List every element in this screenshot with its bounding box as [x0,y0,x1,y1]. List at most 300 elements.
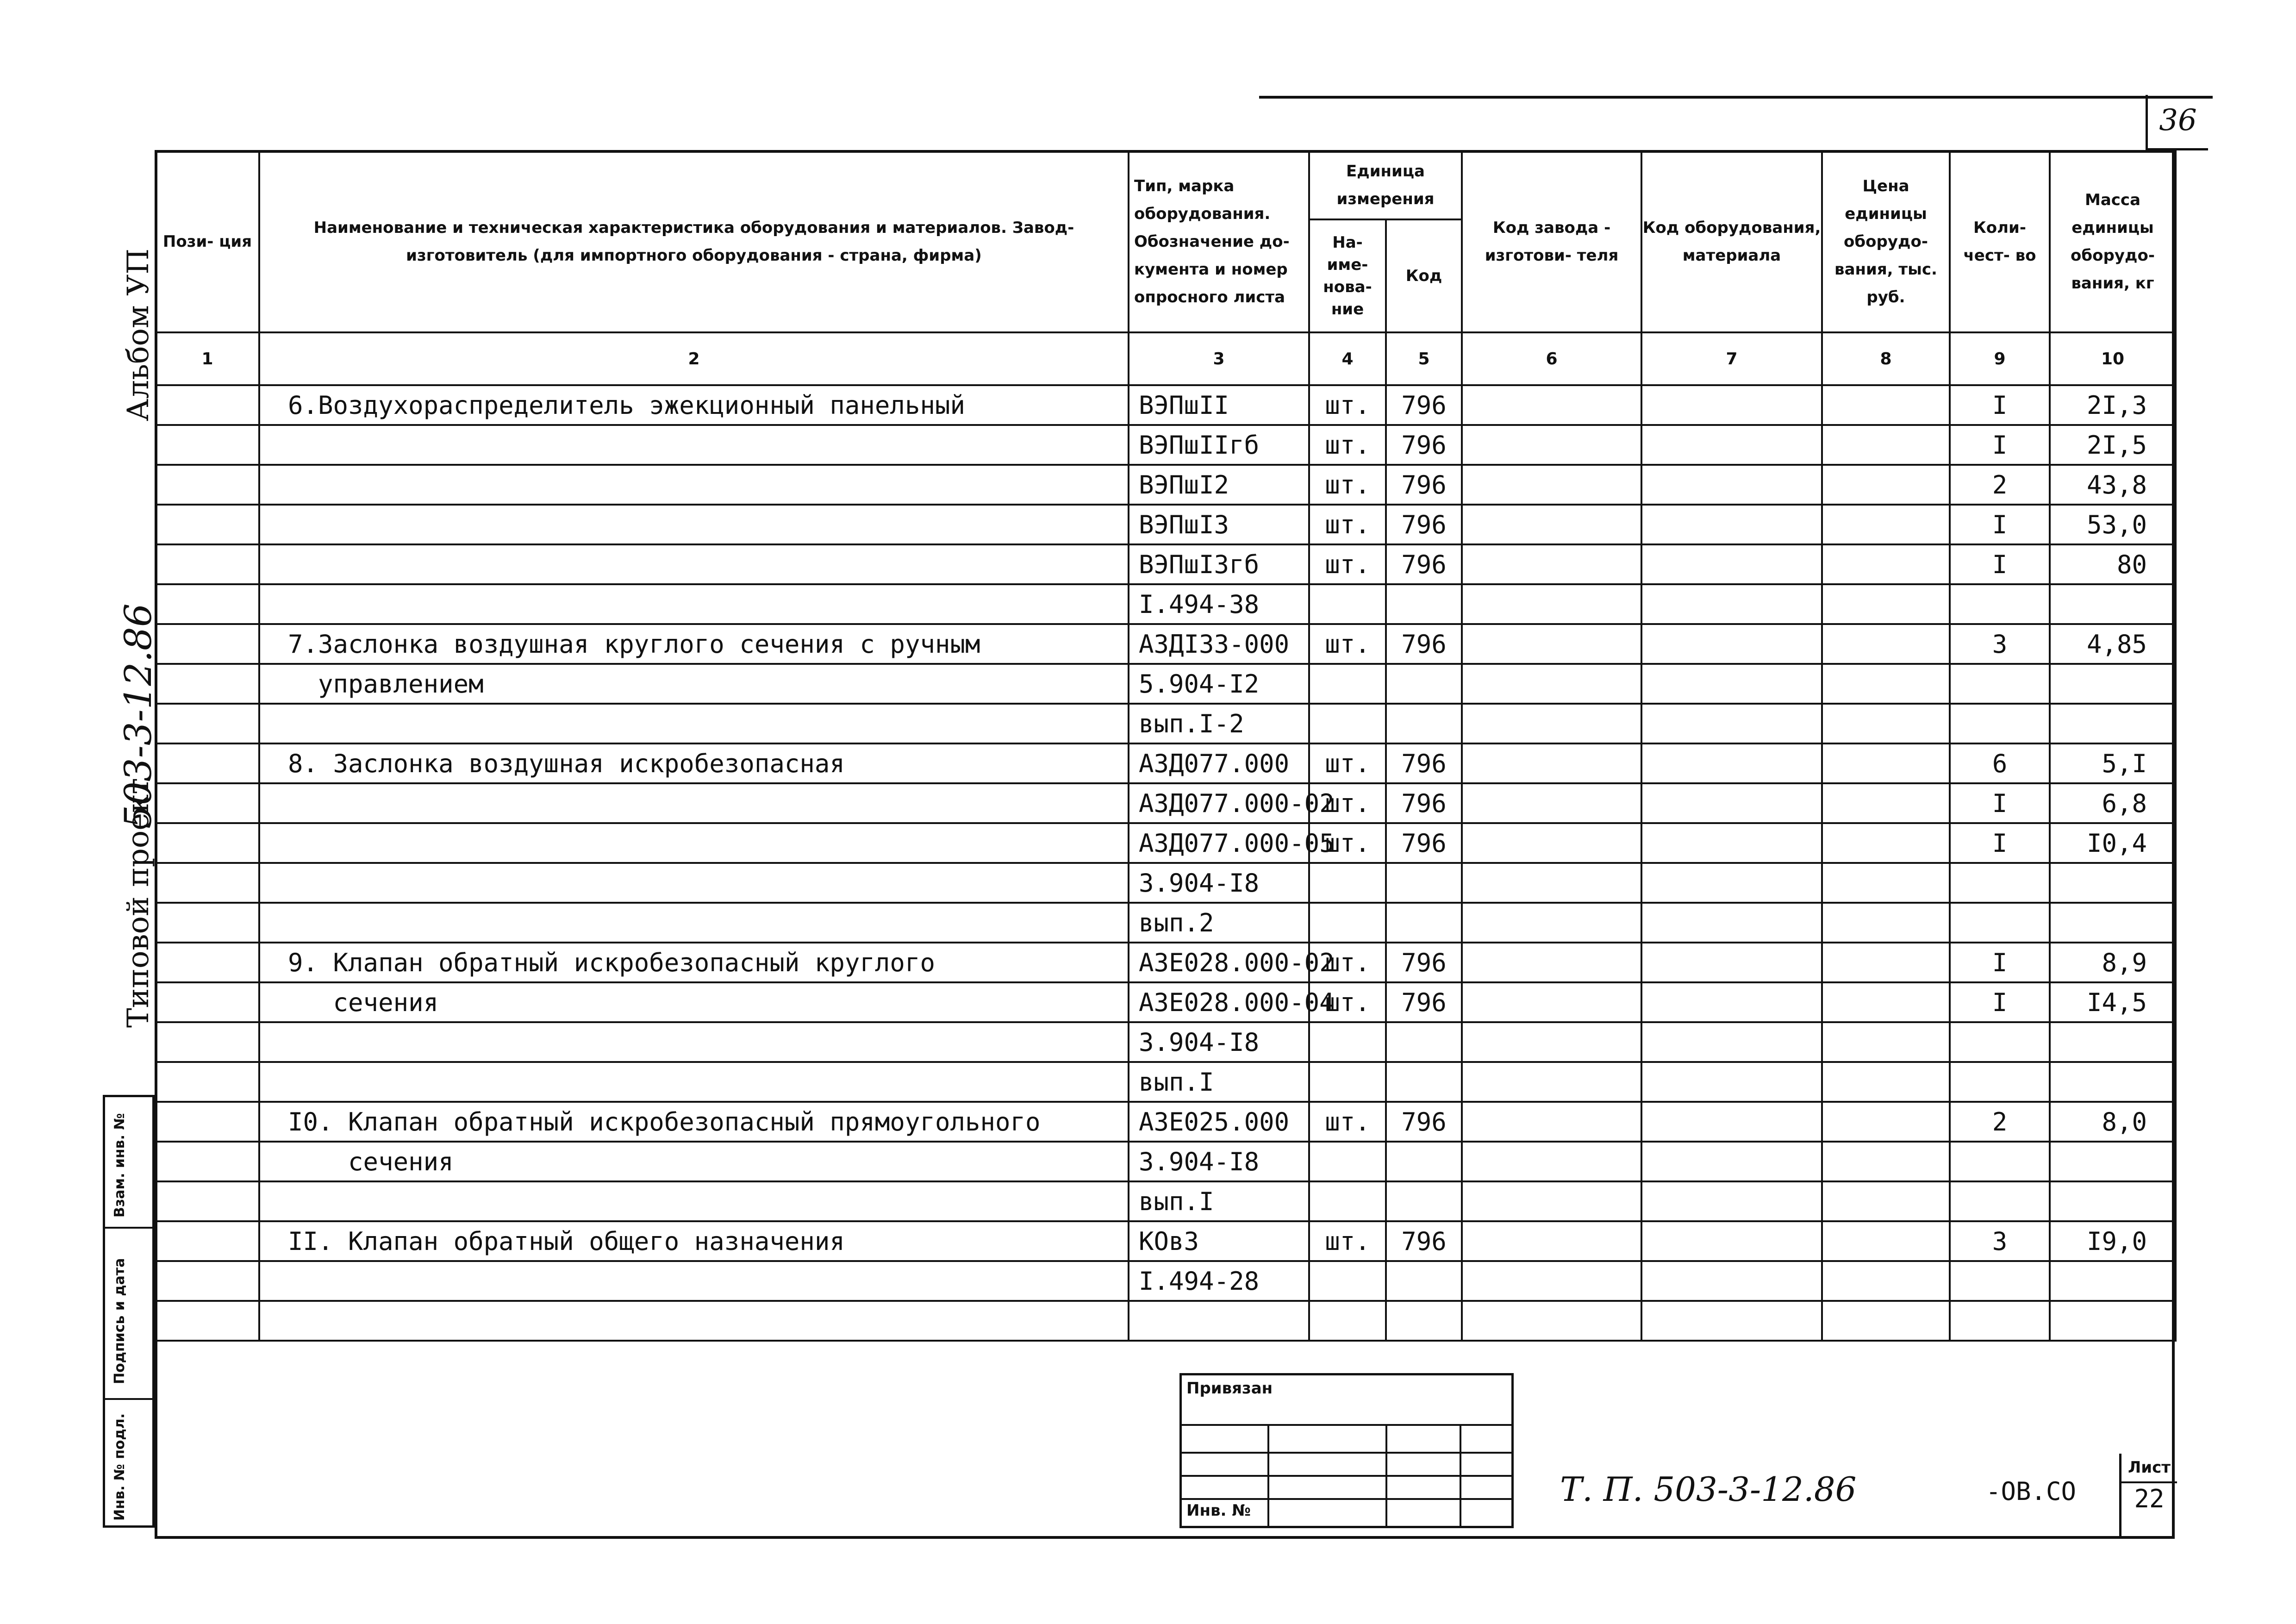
pos-cell [156,704,259,743]
pos-cell [156,1062,259,1102]
header-unit-name: На- име- нова- ние [1309,219,1386,332]
unit-code-cell: 796 [1386,465,1462,505]
type-cell: ВЭПшI3гб [1129,544,1309,584]
equip-code-cell [1641,624,1822,664]
mass-cell [2050,584,2176,624]
header-price: Цена единицы оборудо- вания, тыс. руб. [1822,151,1950,332]
name-cell: I0. Клапан обратный искробезопасный прямоугольного [259,1102,1129,1142]
unit-cell: шт. [1309,465,1386,505]
qty-cell [1950,863,2050,903]
table-row [156,1062,2176,1102]
mass-cell: 5,I [2050,743,2176,783]
header-type: Тип, марка оборудования. Обозначение до- кумента и номер опросного листа [1129,151,1309,332]
price-cell [1822,584,1950,624]
mass-cell: 2I,5 [2050,425,2176,465]
factory-code-cell [1462,743,1641,783]
qty-cell: I [1950,544,2050,584]
mass-cell: 8,9 [2050,943,2176,982]
price-cell [1822,863,1950,903]
type-cell: ВЭПшII [1129,385,1309,425]
price-cell [1822,664,1950,704]
document-code: Т. П. 503-3-12.86 [1560,1470,1857,1509]
unit-code-cell: 796 [1386,982,1462,1022]
table-row [156,465,2176,505]
table-row [156,544,2176,584]
unit-code-cell [1386,863,1462,903]
factory-code-cell [1462,704,1641,743]
type-cell: I.494-28 [1129,1261,1309,1301]
type-cell: 5.904-I2 [1129,664,1309,704]
strip-label-inv-podl: Инв. № подл. [112,1413,128,1521]
strip-label-sign-date: Подпись и дата [112,1258,128,1384]
type-cell: АЗД077.000 [1129,743,1309,783]
factory-code-cell [1462,1301,1641,1341]
unit-cell: шт. [1309,1221,1386,1261]
pos-cell [156,544,259,584]
mass-cell [2050,1142,2176,1181]
unit-code-cell: 796 [1386,743,1462,783]
name-cell [259,704,1129,743]
table-row [156,863,2176,903]
album-label: Альбом УП [121,248,156,421]
type-cell: АЗЕ028.000-02 [1129,943,1309,982]
col-number: 10 [2050,332,2176,385]
factory-code-cell [1462,465,1641,505]
price-cell [1822,544,1950,584]
type-cell: АЗД077.000-05 [1129,823,1309,863]
mass-cell [2050,1181,2176,1221]
price-cell [1822,1062,1950,1102]
equip-code-cell [1641,704,1822,743]
equip-code-cell [1641,385,1822,425]
mass-cell: I9,0 [2050,1221,2176,1261]
factory-code-cell [1462,624,1641,664]
pos-cell [156,783,259,823]
sheet-label: Лист [2121,1454,2177,1483]
name-cell: управлением [259,664,1129,704]
name-cell [259,465,1129,505]
table-row [156,425,2176,465]
mass-cell: I0,4 [2050,823,2176,863]
factory-code-cell [1462,863,1641,903]
pos-cell [156,1022,259,1062]
binding-stamp [1179,1373,1514,1528]
name-cell [259,1181,1129,1221]
header-qty: Коли- чест- во [1950,151,2050,332]
equip-code-cell [1641,1221,1822,1261]
qty-cell: I [1950,385,2050,425]
qty-cell [1950,1181,2050,1221]
pos-cell [156,425,259,465]
col-number: 6 [1462,332,1641,385]
name-cell [259,823,1129,863]
unit-cell: шт. [1309,943,1386,982]
price-cell [1822,505,1950,544]
col-number: 9 [1950,332,2050,385]
pos-cell [156,743,259,783]
qty-cell [1950,1301,2050,1341]
unit-cell [1309,704,1386,743]
table-row [156,505,2176,544]
pos-cell [156,385,259,425]
specification-table [155,150,2177,1342]
price-cell [1822,903,1950,943]
factory-code-cell [1462,1181,1641,1221]
table-row [156,903,2176,943]
type-cell: вып.I-2 [1129,704,1309,743]
mass-cell: 6,8 [2050,783,2176,823]
type-cell: КОвЗ [1129,1221,1309,1261]
name-cell [259,425,1129,465]
type-cell: вып.I [1129,1062,1309,1102]
factory-code-cell [1462,982,1641,1022]
equip-code-cell [1641,903,1822,943]
qty-cell: I [1950,425,2050,465]
type-cell: АЗДI33-000 [1129,624,1309,664]
factory-code-cell [1462,1142,1641,1181]
equip-code-cell [1641,425,1822,465]
equip-code-cell [1641,544,1822,584]
pos-cell [156,465,259,505]
mass-cell [2050,1062,2176,1102]
factory-code-cell [1462,943,1641,982]
price-cell [1822,982,1950,1022]
qty-cell [1950,1142,2050,1181]
table-row [156,1301,2176,1341]
equip-code-cell [1641,743,1822,783]
col-number: 8 [1822,332,1950,385]
type-cell: ВЭПшIIгб [1129,425,1309,465]
factory-code-cell [1462,1062,1641,1102]
price-cell [1822,1301,1950,1341]
pos-cell [156,1102,259,1142]
unit-cell [1309,1261,1386,1301]
header-unit-code: Код [1386,219,1462,332]
unit-code-cell: 796 [1386,505,1462,544]
unit-code-cell: 796 [1386,544,1462,584]
name-cell [259,783,1129,823]
type-cell: 3.904-I8 [1129,1022,1309,1062]
unit-cell [1309,1301,1386,1341]
unit-cell [1309,584,1386,624]
unit-code-cell: 796 [1386,783,1462,823]
qty-cell: I [1950,943,2050,982]
header-equip-code: Код оборудования, материала [1641,151,1822,332]
unit-cell: шт. [1309,783,1386,823]
equip-code-cell [1641,982,1822,1022]
price-cell [1822,385,1950,425]
mass-cell [2050,863,2176,903]
qty-cell: I [1950,505,2050,544]
project-label: Типовой проект [121,778,156,1028]
table-row [156,1181,2176,1221]
pos-cell [156,584,259,624]
price-cell [1822,743,1950,783]
name-cell [259,1261,1129,1301]
qty-cell: 2 [1950,1102,2050,1142]
col-number: 3 [1129,332,1309,385]
name-cell: 9. Клапан обратный искробезопасный круглого [259,943,1129,982]
name-cell [259,1022,1129,1062]
mass-cell [2050,1022,2176,1062]
mass-cell [2050,1301,2176,1341]
equip-code-cell [1641,863,1822,903]
unit-cell [1309,664,1386,704]
equip-code-cell [1641,823,1822,863]
equip-code-cell [1641,584,1822,624]
col-number: 2 [259,332,1129,385]
equip-code-cell [1641,1301,1822,1341]
factory-code-cell [1462,1221,1641,1261]
table-row [156,584,2176,624]
pos-cell [156,1181,259,1221]
name-cell [259,505,1129,544]
header-unit: Единица измерения [1309,151,1462,219]
unit-code-cell [1386,1142,1462,1181]
pos-cell [156,1142,259,1181]
col-number: 7 [1641,332,1822,385]
qty-cell: I [1950,783,2050,823]
unit-code-cell [1386,664,1462,704]
name-cell: 8. Заслонка воздушная искробезопасная [259,743,1129,783]
price-cell [1822,783,1950,823]
name-cell: 6.Воздухораспределитель эжекционный панельный [259,385,1129,425]
unit-cell [1309,1022,1386,1062]
project-code: 503-3-12.86 [117,603,160,829]
pos-cell [156,664,259,704]
col-number: 1 [156,332,259,385]
table-row [156,783,2176,823]
name-cell [259,1062,1129,1102]
col-number: 5 [1386,332,1462,385]
header-name: Наименование и техническая характеристика оборудования и материалов. Завод-изготовитель (для импортного оборудования - страна, фирма) [259,151,1129,332]
unit-cell: шт. [1309,982,1386,1022]
type-cell: I.494-38 [1129,584,1309,624]
pos-cell [156,823,259,863]
unit-code-cell: 796 [1386,385,1462,425]
type-cell [1129,1301,1309,1341]
unit-code-cell [1386,1261,1462,1301]
equip-code-cell [1641,1261,1822,1301]
factory-code-cell [1462,505,1641,544]
type-cell: ВЭПшI3 [1129,505,1309,544]
unit-code-cell: 796 [1386,943,1462,982]
factory-code-cell [1462,544,1641,584]
equip-code-cell [1641,1062,1822,1102]
type-cell: вып.2 [1129,903,1309,943]
unit-code-cell: 796 [1386,1102,1462,1142]
mass-cell: 2I,3 [2050,385,2176,425]
pos-cell [156,505,259,544]
qty-cell [1950,1062,2050,1102]
factory-code-cell [1462,425,1641,465]
strip-label-inv-vzam: Взам. инв. № [112,1113,128,1218]
qty-cell [1950,1022,2050,1062]
mass-cell: 43,8 [2050,465,2176,505]
mass-cell [2050,704,2176,743]
unit-cell: шт. [1309,505,1386,544]
unit-code-cell [1386,1301,1462,1341]
unit-code-cell: 796 [1386,1221,1462,1261]
unit-code-cell [1386,584,1462,624]
table-row [156,664,2176,704]
unit-code-cell [1386,1022,1462,1062]
price-cell [1822,704,1950,743]
qty-cell [1950,1261,2050,1301]
qty-cell: 6 [1950,743,2050,783]
equip-code-cell [1641,465,1822,505]
mass-cell [2050,1261,2176,1301]
pos-cell [156,1261,259,1301]
unit-code-cell [1386,1181,1462,1221]
type-cell: АЗЕ028.000-04 [1129,982,1309,1022]
qty-cell: 3 [1950,1221,2050,1261]
unit-cell: шт. [1309,544,1386,584]
equip-code-cell [1641,664,1822,704]
unit-cell [1309,863,1386,903]
mass-cell: 53,0 [2050,505,2176,544]
unit-cell [1309,1181,1386,1221]
pos-cell [156,624,259,664]
column-number-row [156,332,2176,385]
factory-code-cell [1462,1022,1641,1062]
mass-cell [2050,903,2176,943]
price-cell [1822,1181,1950,1221]
approval-strip [103,1095,155,1528]
col-number: 4 [1309,332,1386,385]
unit-code-cell: 796 [1386,823,1462,863]
factory-code-cell [1462,903,1641,943]
equip-code-cell [1641,1142,1822,1181]
qty-cell: I [1950,982,2050,1022]
qty-cell [1950,584,2050,624]
mass-cell: I4,5 [2050,982,2176,1022]
type-cell: ВЭПшI2 [1129,465,1309,505]
pos-cell [156,863,259,903]
unit-code-cell [1386,903,1462,943]
qty-cell [1950,664,2050,704]
name-cell: сечения [259,1142,1129,1181]
qty-cell: 3 [1950,624,2050,664]
unit-code-cell [1386,704,1462,743]
type-cell: вып.I [1129,1181,1309,1221]
unit-cell: шт. [1309,743,1386,783]
table-row [156,1102,2176,1142]
table-row [156,743,2176,783]
unit-cell: шт. [1309,624,1386,664]
unit-cell: шт. [1309,425,1386,465]
type-cell: АЗЕ025.000 [1129,1102,1309,1142]
equip-code-cell [1641,783,1822,823]
price-cell [1822,1221,1950,1261]
price-cell [1822,943,1950,982]
qty-cell: 2 [1950,465,2050,505]
factory-code-cell [1462,385,1641,425]
equip-code-cell [1641,1102,1822,1142]
header-pos: Пози- ция [156,151,259,332]
pos-cell [156,903,259,943]
header-mass: Масса единицы оборудо- вания, кг [2050,151,2176,332]
name-cell [259,863,1129,903]
factory-code-cell [1462,1261,1641,1301]
sheet-number: 36 [2146,95,2208,150]
unit-cell: шт. [1309,385,1386,425]
unit-cell: шт. [1309,1102,1386,1142]
table-row [156,624,2176,664]
price-cell [1822,465,1950,505]
equip-code-cell [1641,943,1822,982]
stamp-privyazan: Привязан [1186,1379,1273,1398]
factory-code-cell [1462,584,1641,624]
name-cell [259,584,1129,624]
unit-cell: шт. [1309,823,1386,863]
name-cell [259,544,1129,584]
mass-cell: 8,0 [2050,1102,2176,1142]
strip-divider [105,1398,152,1400]
equip-code-cell [1641,505,1822,544]
qty-cell [1950,903,2050,943]
factory-code-cell [1462,1102,1641,1142]
qty-cell: I [1950,823,2050,863]
mass-cell [2050,664,2176,704]
document-suffix: -ОВ.СО [1986,1477,2077,1506]
table-row [156,704,2176,743]
price-cell [1822,1102,1950,1142]
table-row [156,1022,2176,1062]
pos-cell [156,1221,259,1261]
strip-divider [105,1227,152,1229]
factory-code-cell [1462,823,1641,863]
price-cell [1822,1261,1950,1301]
sheet-box [2119,1454,2177,1536]
table-row [156,1142,2176,1181]
price-cell [1822,425,1950,465]
name-cell: 7.Заслонка воздушная круглого сечения с ручным [259,624,1129,664]
table-row [156,385,2176,425]
pos-cell [156,943,259,982]
sheet-value: 22 [2134,1484,2165,1513]
name-cell: II. Клапан обратный общего назначения [259,1221,1129,1261]
header-factory-code: Код завода - изготови- теля [1462,151,1641,332]
stamp-inv-no: Инв. № [1186,1501,1251,1520]
mass-cell: 4,85 [2050,624,2176,664]
name-cell [259,1301,1129,1341]
mass-cell: 80 [2050,544,2176,584]
unit-cell [1309,1142,1386,1181]
name-cell: сечения [259,982,1129,1022]
qty-cell [1950,704,2050,743]
pos-cell [156,982,259,1022]
price-cell [1822,1142,1950,1181]
equip-code-cell [1641,1022,1822,1062]
unit-code-cell: 796 [1386,425,1462,465]
table-row [156,1221,2176,1261]
price-cell [1822,823,1950,863]
table-row [156,943,2176,982]
table-row [156,1261,2176,1301]
type-cell: 3.904-I8 [1129,863,1309,903]
price-cell [1822,1022,1950,1062]
pos-cell [156,1301,259,1341]
factory-code-cell [1462,664,1641,704]
unit-code-cell: 796 [1386,624,1462,664]
unit-code-cell [1386,1062,1462,1102]
table-row [156,823,2176,863]
unit-cell [1309,903,1386,943]
type-cell: АЗД077.000-02 [1129,783,1309,823]
price-cell [1822,624,1950,664]
unit-cell [1309,1062,1386,1102]
